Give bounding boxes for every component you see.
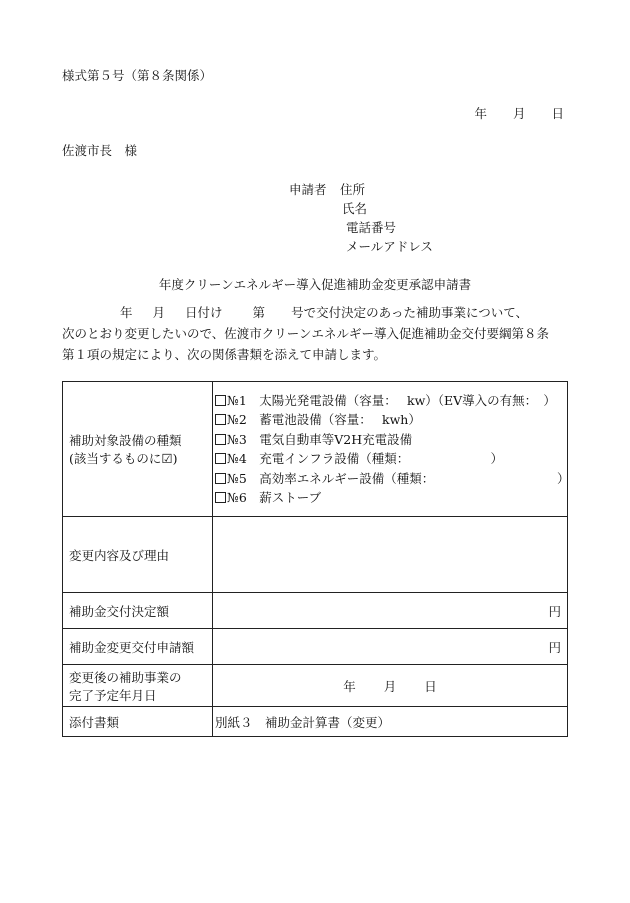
attachments-value: 別紙３ 補助金計算書（変更）: [213, 707, 568, 737]
change-amount-row: [63, 629, 568, 665]
checkbox[interactable]: [215, 414, 226, 425]
checkbox[interactable]: [215, 492, 226, 503]
completion-day: 日: [424, 678, 437, 694]
decided-amount-row: [63, 593, 568, 629]
equipment-options-cell: [213, 382, 568, 517]
body-line-2: 次のとおり変更したいので、佐渡市クリーンエネルギー導入促進補助金交付要綱第８条: [62, 326, 550, 341]
checkbox[interactable]: [215, 395, 226, 406]
change-reason-label: 変更内容及び理由: [63, 517, 213, 593]
document-title: 年度クリーンエネルギー導入促進補助金変更承認申請書: [158, 277, 472, 292]
change-reason-field[interactable]: [213, 517, 568, 593]
checkbox[interactable]: [215, 473, 226, 484]
applicant-phone-label: 電話番号: [346, 220, 397, 235]
equipment-option-label: №6 薪ストーブ: [227, 490, 322, 505]
equipment-label-note: (該当するものに☑): [69, 451, 178, 466]
equipment-option-label: №5 高効率エネルギー設備（種類： ）: [227, 470, 570, 486]
body-number-suffix: 号で交付決定のあった補助事業について、: [291, 305, 528, 320]
equipment-option[interactable]: [215, 449, 565, 469]
applicant-address-label: 住所: [340, 182, 366, 197]
equipment-option[interactable]: [215, 410, 565, 430]
change-reason-row: [63, 517, 568, 593]
date-year: 年: [474, 106, 487, 121]
completion-date-field[interactable]: [213, 665, 568, 707]
equipment-option[interactable]: [215, 469, 570, 489]
equipment-label: 補助対象設備の種類: [69, 433, 182, 448]
change-amount-field[interactable]: [213, 629, 568, 665]
date-line: [452, 104, 564, 122]
applicant-email-label: メールアドレス: [346, 239, 433, 254]
checkbox[interactable]: [215, 434, 226, 445]
body-text: [62, 302, 572, 365]
equipment-option-label: №3 電気自動車等V2H充電設備: [227, 431, 413, 447]
application-table: [62, 381, 568, 737]
form-number: 様式第５号（第８条関係）: [62, 68, 213, 83]
completion-date-row: [63, 665, 568, 707]
completion-date-label-2: 完了予定年月日: [69, 687, 157, 703]
body-month: 月: [152, 305, 166, 320]
equipment-label-cell: [63, 382, 213, 517]
applicant-title: 申請者: [289, 182, 327, 197]
date-month: 月: [512, 106, 526, 121]
equipment-option-label: №1 太陽光発電設備（容量： kw）（EV導入の有無： ）: [227, 392, 556, 408]
equipment-option-label: №2 蓄電池設備（容量： kwh）: [227, 412, 421, 427]
attachments-row: [63, 707, 568, 737]
change-amount-label: 補助金変更交付申請額: [63, 629, 213, 665]
body-number-prefix: 第: [252, 305, 266, 320]
addressee: 佐渡市長 様: [62, 143, 138, 158]
completion-date-label-1: 変更後の補助事業の: [69, 669, 182, 685]
attachments-label: 添付書類: [63, 707, 213, 737]
yen-unit: 円: [548, 639, 561, 655]
completion-month: 月: [383, 678, 397, 694]
equipment-option[interactable]: [215, 391, 565, 411]
decided-amount-label: 補助金交付決定額: [63, 593, 213, 629]
completion-date-label-cell: [63, 665, 213, 707]
date-day: 日: [551, 106, 564, 121]
checkbox[interactable]: [215, 453, 226, 464]
equipment-option-label: №4 充電インフラ設備（種類： ）: [227, 451, 504, 466]
completion-year: 年: [343, 678, 356, 694]
body-date-suffix: 日付け: [185, 305, 223, 320]
applicant-name-label: 氏名: [342, 201, 368, 216]
body-line-1: [62, 302, 572, 323]
decided-amount-field[interactable]: [213, 593, 568, 629]
equipment-option[interactable]: [215, 430, 565, 450]
equipment-option[interactable]: [215, 488, 565, 508]
equipment-row: [63, 382, 568, 517]
body-year: 年: [120, 305, 133, 320]
yen-unit: 円: [548, 603, 561, 619]
body-line-3: 第１項の規定により、次の関係書類を添えて申請します。: [62, 347, 387, 362]
